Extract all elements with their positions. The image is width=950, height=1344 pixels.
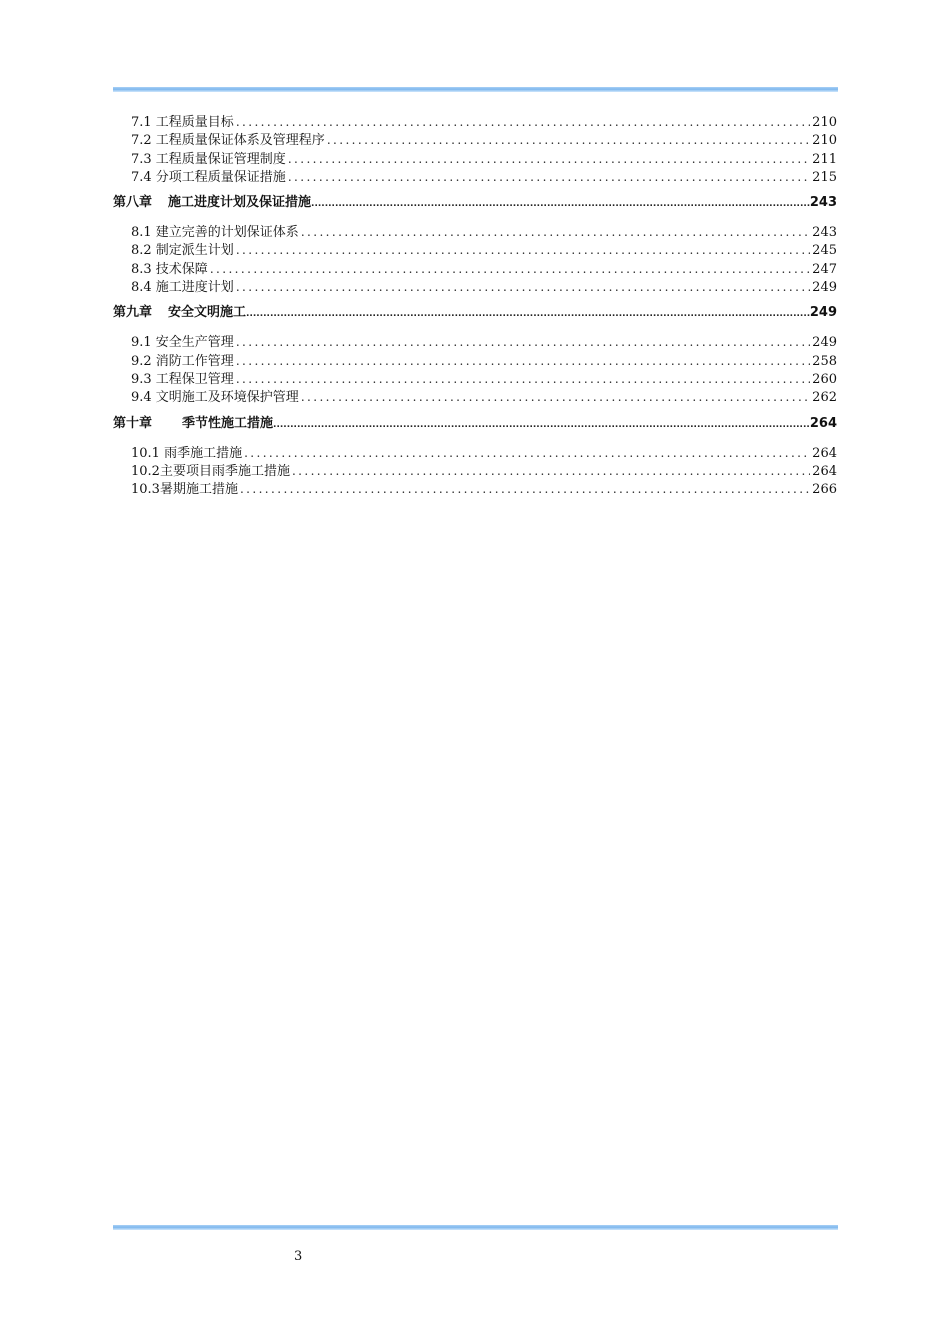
dot-leader: [311, 193, 810, 214]
page-ref: 258: [812, 353, 837, 369]
page-ref: 210: [812, 115, 837, 130]
page-ref: 264: [812, 463, 837, 479]
dot-leader: [240, 480, 810, 498]
section-label: 8.4 施工进度计划: [131, 280, 234, 296]
chapter-number: 第八章: [113, 195, 153, 211]
toc-section-entry[interactable]: [113, 352, 837, 370]
page-ref: 262: [812, 390, 837, 406]
dot-leader: [288, 150, 810, 168]
toc-section-entry[interactable]: [113, 223, 837, 241]
toc-section-entry[interactable]: [113, 462, 837, 480]
dot-leader: [236, 241, 810, 259]
chapter-number: 第九章: [113, 305, 153, 321]
toc-section-entry[interactable]: [113, 113, 837, 131]
section-label: 7.4 分项工程质量保证措施: [131, 169, 286, 185]
page-ref: 264: [809, 415, 837, 431]
dot-leader: [301, 388, 810, 406]
dot-leader: [301, 223, 810, 241]
toc-section-entry[interactable]: [113, 388, 837, 406]
page-ref: 243: [812, 225, 837, 241]
page-ref: 247: [812, 261, 837, 277]
dot-leader: [236, 113, 810, 131]
page-ref: 249: [809, 305, 837, 321]
chapter-title: 安全文明施工: [168, 305, 247, 321]
page-ref: 249: [812, 335, 837, 351]
toc-chapter-entry[interactable]: [113, 413, 837, 435]
page-ref: 249: [812, 280, 837, 296]
section-label: 10.1 雨季施工措施: [131, 445, 243, 461]
toc-section-entry[interactable]: [113, 150, 837, 168]
chapter-title: 季节性施工措施: [182, 415, 274, 431]
section-label: 10.3暑期施工措施: [131, 482, 238, 498]
section-label: 8.1 建立完善的计划保证体系: [131, 225, 299, 241]
dot-leader: [210, 260, 810, 278]
dot-leader: [236, 370, 810, 388]
header-rule: [113, 87, 838, 92]
chapter-number: 第十章: [113, 415, 153, 431]
table-of-contents: [113, 113, 837, 498]
section-label: 8.2 制定派生计划: [131, 243, 234, 259]
footer-rule: [113, 1225, 838, 1230]
dot-leader: [292, 462, 810, 480]
chapter-title: 施工进度计划及保证措施: [168, 195, 312, 211]
toc-chapter-entry[interactable]: [113, 192, 837, 214]
dot-leader: [246, 303, 810, 324]
page-ref: 210: [812, 133, 837, 149]
dot-leader: [327, 131, 810, 149]
toc-section-entry[interactable]: [113, 241, 837, 259]
dot-leader: [236, 278, 810, 296]
page-ref: 264: [812, 445, 837, 461]
section-label: 7.1 工程质量目标: [131, 115, 234, 130]
dot-leader: [236, 352, 810, 370]
page-ref: 260: [812, 371, 837, 387]
page-number: 3: [294, 1249, 303, 1264]
section-label: 8.3 技术保障: [131, 261, 208, 277]
toc-chapter-entry[interactable]: [113, 302, 837, 324]
page-ref: 245: [812, 243, 837, 259]
toc-section-entry[interactable]: [113, 480, 837, 498]
dot-leader: [273, 414, 810, 435]
toc-section-entry[interactable]: [113, 370, 837, 388]
section-label: 10.2主要项目雨季施工措施: [131, 463, 290, 479]
section-label: 9.2 消防工作管理: [131, 353, 234, 369]
page-ref: 215: [812, 169, 837, 185]
toc-section-entry[interactable]: [113, 333, 837, 351]
section-label: 7.2 工程质量保证体系及管理程序: [131, 133, 325, 149]
section-label: 9.3 工程保卫管理: [131, 371, 234, 387]
page-ref: 243: [809, 195, 837, 211]
section-label: 7.3 工程质量保证管理制度: [131, 151, 286, 167]
dot-leader: [288, 168, 810, 186]
dot-leader: [244, 444, 810, 462]
toc-section-entry[interactable]: [113, 168, 837, 186]
toc-section-entry[interactable]: [113, 278, 837, 296]
dot-leader: [236, 333, 810, 351]
page-ref: 266: [812, 482, 837, 498]
toc-section-entry[interactable]: [113, 260, 837, 278]
toc-section-entry[interactable]: [113, 444, 837, 462]
section-label: 9.4 文明施工及环境保护管理: [131, 390, 299, 406]
page-ref: 211: [812, 151, 837, 167]
section-label: 9.1 安全生产管理: [131, 335, 234, 351]
toc-section-entry[interactable]: [113, 131, 837, 149]
